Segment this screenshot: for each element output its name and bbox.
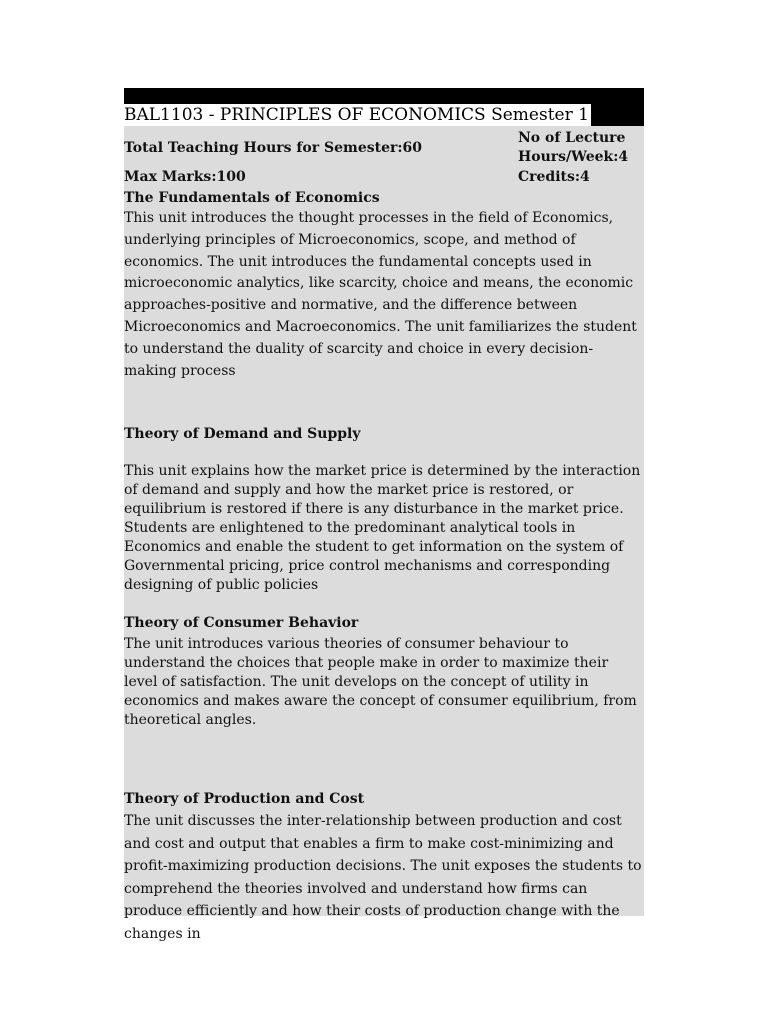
unit-4-body: The unit discusses the inter-relationship between production and cost and cost and output that enables a firm to make cost-minimizing and profit-maximizing production decisions. The unit exposes the students to comprehend the theories involved and understand how firms can produce efficiently and how their costs of production change with the changes in bbox=[124, 813, 642, 942]
unit-1-heading: The Fundamentals of Economics bbox=[124, 190, 380, 206]
teaching-hours: Total Teaching Hours for Semester:60 bbox=[124, 140, 423, 156]
lecture-hours-value: Hours/Week:4 bbox=[518, 149, 629, 165]
lecture-hours-label: No of Lecture bbox=[518, 130, 626, 146]
credits: Credits:4 bbox=[518, 169, 590, 185]
syllabus-sheet bbox=[124, 88, 644, 942]
unit-2-heading: Theory of Demand and Supply bbox=[124, 426, 361, 442]
unit-2-body: This unit explains how the market price is determined by the interaction of demand and supply and how the market price is restored, or equilibrium is restored if there is any disturbance in the market price. Students are enlightened to the predominant analytical tools in Economics and enable the student to get information on the system of Governmental pricing, price control mechanisms and corresponding designing of public policies bbox=[124, 463, 641, 593]
max-marks: Max Marks:100 bbox=[124, 169, 246, 185]
unit-3-body: The unit introduces various theories of consumer behaviour to understand the choices that people make in order to maximize their level of satisfaction. The unit develops on the concept of utility in economics and makes aware the concept of consumer equilibrium, from theoretical angles. bbox=[124, 636, 637, 728]
unit-3-heading: Theory of Consumer Behavior bbox=[124, 615, 359, 631]
unit-1-body: This unit introduces the thought processes in the field of Economics, underlying principles of Microeconomics, scope, and method of economics. The unit introduces the fundamental concepts used in microeconomic analytics, like scarcity, choice and means, the economic approaches-positive and normative, and the difference between Microeconomics and Macroeconomics. The unit familiarizes the student to understand the duality of scarcity and choice in every decision-making process bbox=[124, 210, 637, 379]
course-title: BAL1103 - PRINCIPLES OF ECONOMICS Semester 1 bbox=[124, 105, 589, 125]
unit-4-heading: Theory of Production and Cost bbox=[124, 791, 365, 807]
